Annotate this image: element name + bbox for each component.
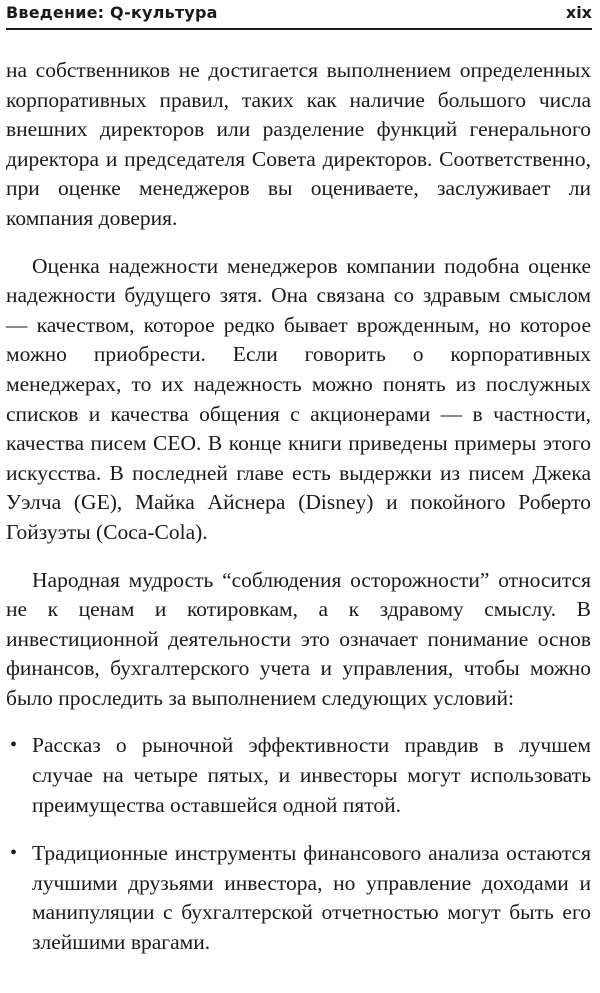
- bullet-icon: •: [10, 734, 18, 757]
- body-text: [6, 56, 591, 977]
- list-item: [6, 839, 591, 957]
- bullet-text: Традиционные инструменты финансового анализа остаются лучшими друзьями инвестора, но управление доходами и манипуляции с бухгалтерской отчетностью могут быть его злейшими врагами.: [32, 841, 591, 955]
- page-number: xix: [565, 3, 592, 22]
- bullet-list: [6, 731, 591, 957]
- paragraph-folk-wisdom: Народная мудрость “соблюдения осторожности” относится не к ценам и котировкам, а к здравому смыслу. В инвестиционной деятельности это означает понимание основ финансов, бухгалтерского учета и управления, чтобы можно было проследить за выполнением следующих условий:: [6, 567, 591, 710]
- running-header: [6, 2, 592, 30]
- list-item: [6, 731, 591, 820]
- running-title: Введение: Q-культура: [6, 3, 218, 22]
- paragraph-continuation: на собственников не достигается выполнением определенных корпоративных правил, таких как наличие большого числа внешних директоров или разделение функций генерального директора и председателя Совета директоров. Соответственно, при оценке менеджеров вы оцениваете, заслуживает ли компания доверия.: [6, 58, 591, 230]
- bullet-icon: •: [10, 842, 18, 865]
- bullet-text: Рассказ о рыночной эффективности правдив в лучшем случае на четыре пятых, и инвесторы могут использовать преимущества оставшейся одной пятой.: [32, 733, 591, 817]
- paragraph-manager-reliability: Оценка надежности менеджеров компании подобна оценке надежности будущего зятя. Она связана со здравым смыслом — качеством, которое редко бывает врожденным, но которое можно приобрести. Если говорить о корпоративных менеджерах, то их надежность можно понять из послужных списков и качества общения с акционерами — в частности, качества писем CEO. В конце книги приведены примеры этого искусства. В последней главе есть выдержки из писем Джека Уэлча (GE), Майка Айснера (Disney) и покойного Роберто Гойзуэты (Coca-Cola).: [6, 253, 591, 544]
